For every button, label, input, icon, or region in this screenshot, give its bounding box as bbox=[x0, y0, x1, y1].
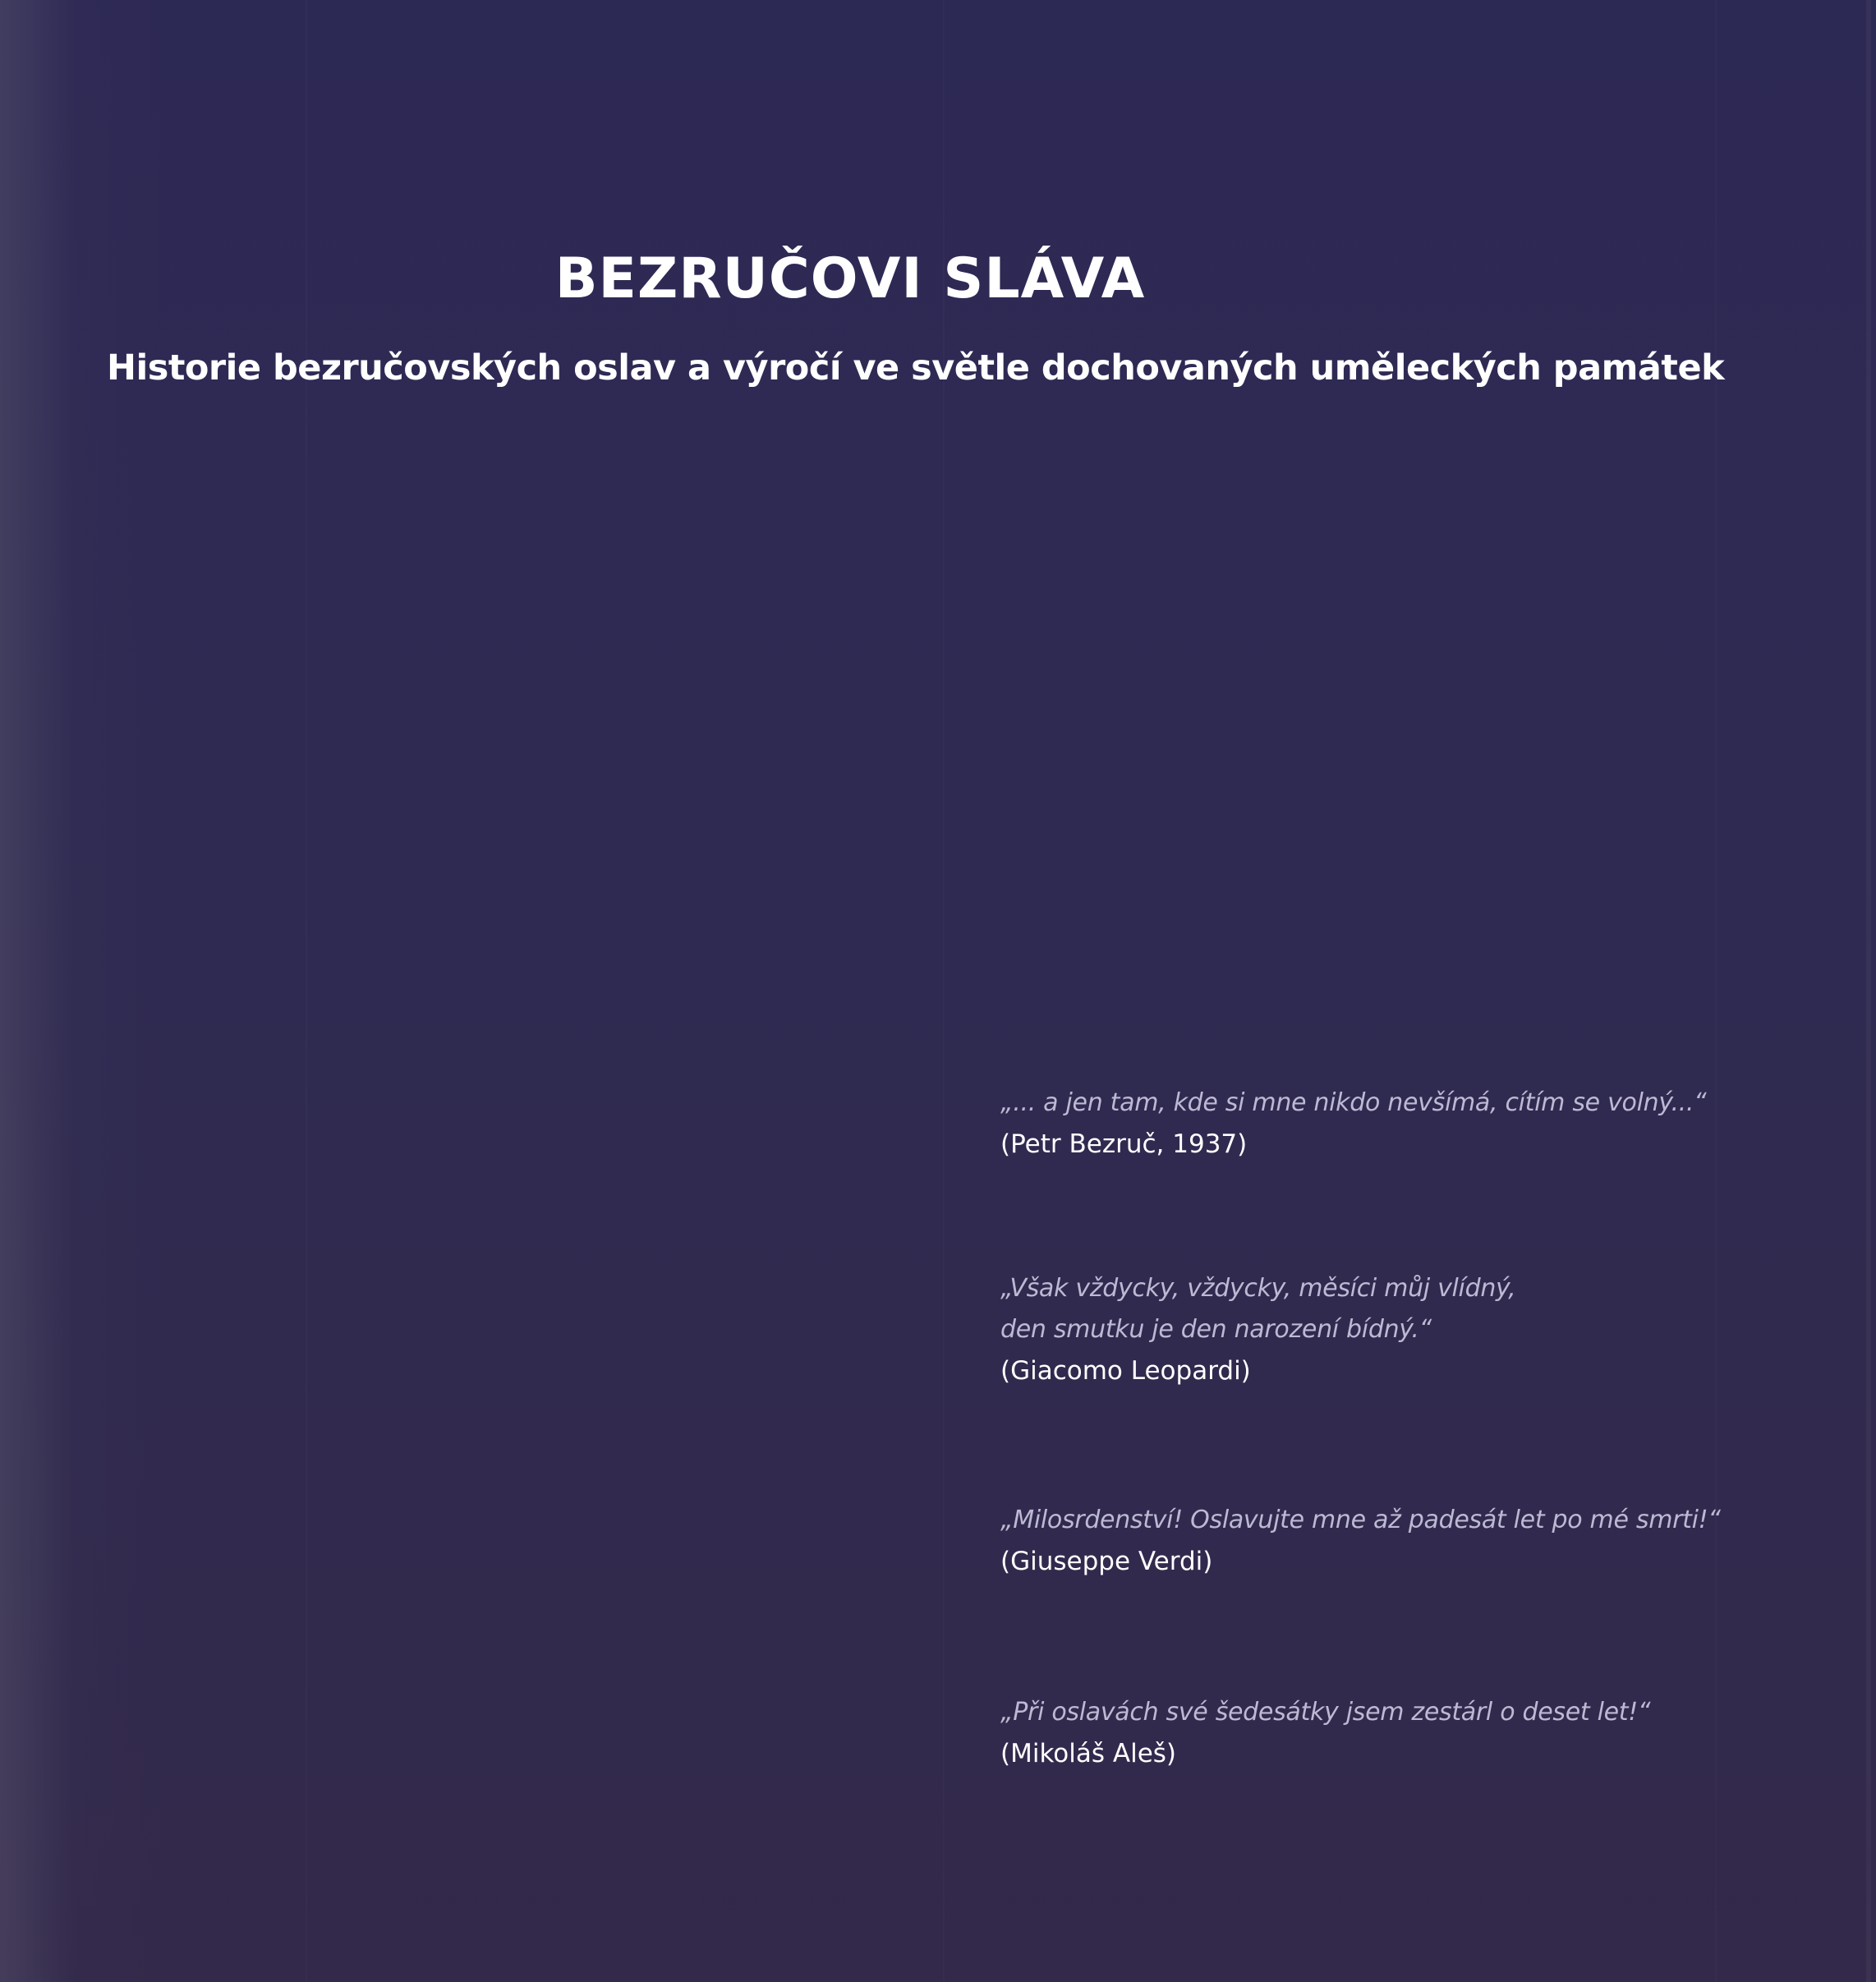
scan-streak bbox=[1715, 0, 1717, 1982]
quote-verdi bbox=[1000, 1500, 1822, 1582]
quote-text: „Při oslavách své šedesátky jsem zestárl o deset let!“ bbox=[1000, 1698, 1651, 1727]
quote-author: (Mikoláš Aleš) bbox=[1000, 1739, 1177, 1768]
quote-author: (Petr Bezruč, 1937) bbox=[1000, 1129, 1248, 1159]
quote-author: (Giuseppe Verdi) bbox=[1000, 1547, 1213, 1576]
quote-text: „Však vždycky, vždycky, měsíci můj vlídný, bbox=[1000, 1274, 1516, 1303]
quote-author: (Giacomo Leopardi) bbox=[1000, 1356, 1251, 1386]
quote-leopardi bbox=[1000, 1268, 1822, 1391]
quote-text: „Milosrdenství! Oslavujte mne až padesát let po mé smrti!“ bbox=[1000, 1506, 1721, 1534]
quote-text: den smutku je den narození bídný.“ bbox=[1000, 1315, 1432, 1344]
page-subtitle: Historie bezručovských oslav a výročí ve světle dochovaných uměleckých památek bbox=[107, 347, 1725, 389]
page-title: BEZRUČOVI SLÁVA bbox=[554, 246, 1146, 311]
quote-ales bbox=[1000, 1692, 1822, 1774]
scan-edge bbox=[1866, 0, 1871, 1982]
quote-text: „... a jen tam, kde si mne nikdo nevšímá, cítím se volný...“ bbox=[1000, 1088, 1707, 1117]
quote-bezruc bbox=[1000, 1083, 1822, 1165]
